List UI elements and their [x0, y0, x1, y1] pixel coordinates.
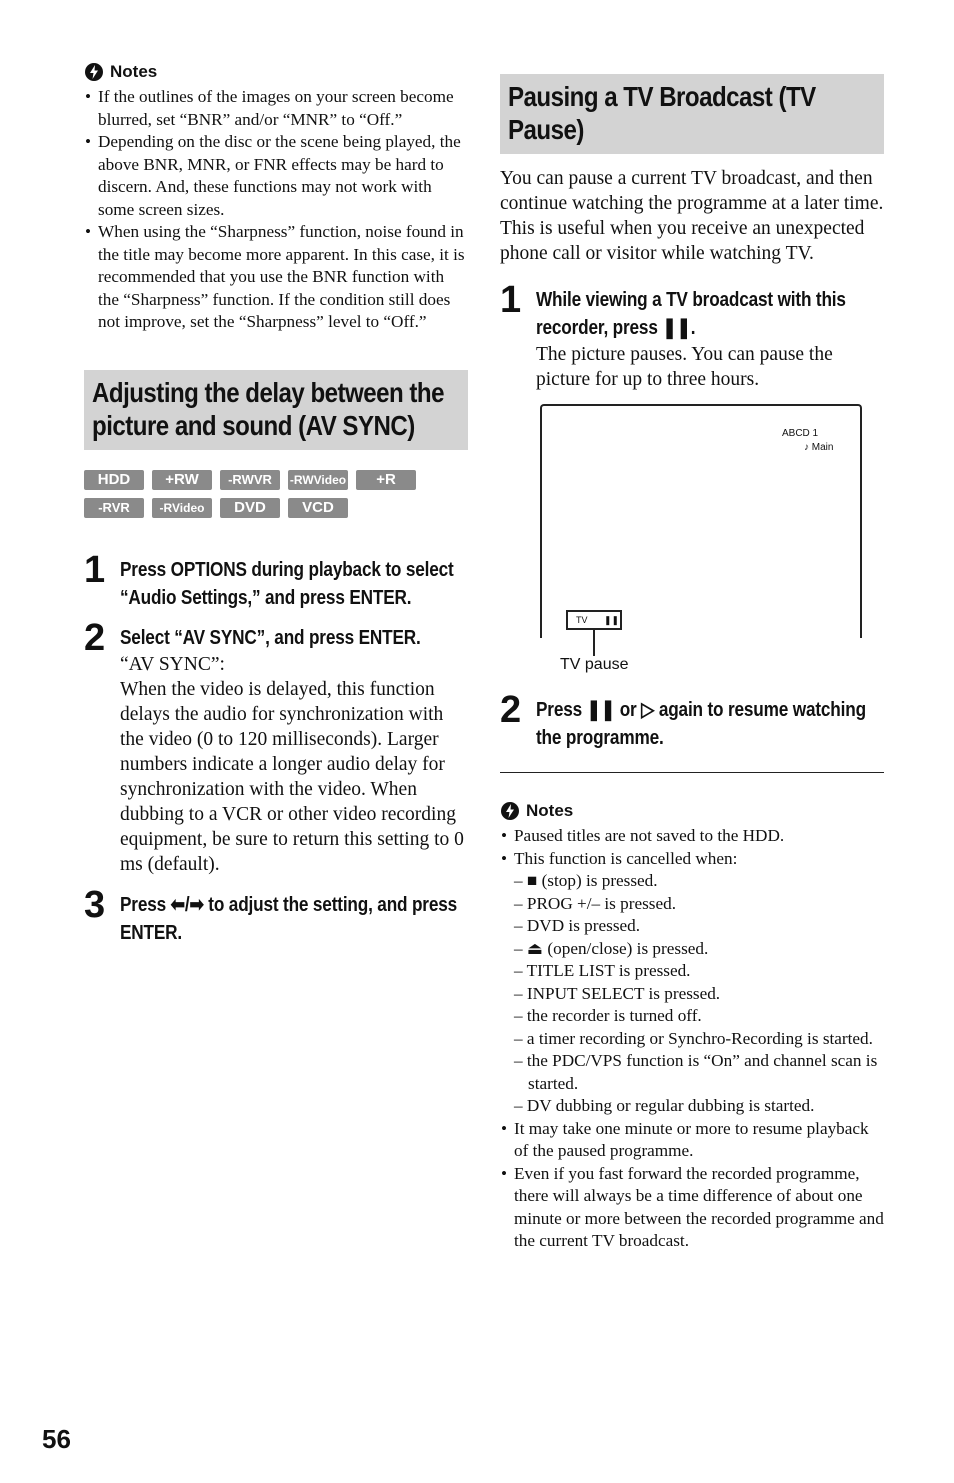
notes-block-right [500, 801, 884, 1253]
pause-icon: ❚❚ [604, 615, 620, 625]
note-item: • It may take one minute or more to resume playback of the paused programme. [500, 1118, 884, 1163]
note-item: • Even if you fast forward the recorded programme, there will always be a time difference of about one minute or more between the recorded programme and the current TV broadcast. [500, 1163, 884, 1253]
note-subitem-text: – the PDC/VPS function is “On” and channel scan is started. [514, 1051, 878, 1093]
section-title: Adjusting the delay between the picture and sound (AV SYNC) [92, 376, 444, 441]
step-title: Select “AV SYNC”, and press ENTER. [120, 626, 421, 649]
badge-rw-vr: -RWVR [220, 470, 280, 490]
note-item: • Paused titles are not saved to the HDD. [500, 825, 884, 848]
notes-list [84, 86, 468, 334]
badge-dvd: DVD [220, 498, 280, 518]
step-number: 1 [84, 548, 106, 591]
notes-heading [500, 801, 884, 821]
note-subitem-text: – the recorder is turned off. [514, 1006, 702, 1025]
note-item: • This function is cancelled when: [500, 848, 884, 871]
step-number: 2 [84, 616, 106, 659]
notes-heading-text: Notes [110, 62, 158, 81]
badge-hdd: HDD [84, 470, 144, 490]
tv-pause-indicator [566, 610, 622, 630]
badge-vcd: VCD [288, 498, 348, 518]
divider [500, 772, 884, 773]
step-number: 1 [500, 279, 522, 321]
note-subitem-text: – ■ (stop) is pressed. [514, 871, 658, 890]
step-number: 2 [500, 689, 522, 731]
note-subitem [500, 870, 884, 893]
osd-channel: ABCD 1 [782, 428, 819, 439]
notes-heading [84, 62, 468, 82]
right-column [500, 74, 884, 1253]
notes-heading-text: Notes [526, 801, 574, 820]
intro-text: You can pause a current TV broadcast, and then continue watching the programme at a later time. This is useful when you receive an unexpected phone call or visitor while watching TV. [500, 168, 884, 264]
callout-line [593, 630, 595, 656]
step-body: When the video is delayed, this function delays the audio for synchronization with the video (0 to 120 milliseconds). Larger numbers indicate a longer audio delay for synchronization with the video. When dubbing to a VCR or other video recording equipment, be sure to return this setting to 0 ms (default). [120, 678, 464, 875]
step-body: The picture pauses. You can pause the picture for up to three hours. [536, 344, 833, 390]
step-1-left [84, 548, 468, 612]
note-item: • Depending on the disc or the scene being played, the above BNR, MNR, or FNR effects may be hard to discern. And, these functions may not work with some screen sizes. [84, 131, 468, 221]
note-subitem [500, 1028, 884, 1051]
section-heading-av-sync [84, 370, 468, 450]
step-title: Press ❚❚ or ▷ again to resume watching the programme. [536, 699, 866, 749]
note-subitem [500, 1050, 884, 1095]
note-subitem-text: – PROG +/– is pressed. [514, 893, 676, 913]
step-2-right [500, 689, 884, 752]
note-subitem [500, 938, 884, 961]
note-subitem-text: – DVD is pressed. [514, 916, 641, 935]
step-1-right [500, 279, 884, 392]
badge-r-vr: -RVR [84, 498, 144, 518]
note-subitem [500, 915, 884, 938]
tv-pause-illustration [536, 404, 876, 684]
notes-icon [84, 62, 104, 82]
tv-box-label: TV [576, 615, 588, 625]
note-subitem-text: – DV dubbing or regular dubbing is started. [514, 1096, 815, 1115]
note-subitem-text: – ⏏ (open/close) is pressed. [514, 938, 709, 958]
step-title: While viewing a TV broadcast with this recorder, press ❚❚. [536, 289, 846, 339]
step-2-left [84, 616, 468, 877]
step-body-label: “AV SYNC”: [120, 653, 225, 675]
badge-plus-rw: +RW [152, 470, 212, 490]
notes-block-left [84, 62, 468, 334]
note-subitem [500, 1005, 884, 1028]
note-item: • If the outlines of the images on your screen become blurred, set “BNR” and/or “MNR” to “Off.” [84, 86, 468, 131]
step-number: 3 [84, 883, 106, 926]
media-badges [84, 470, 444, 518]
notes-icon [500, 801, 520, 821]
note-subitem [500, 983, 884, 1006]
badge-r-video: -RVideo [152, 498, 212, 518]
note-subitem-text: – TITLE LIST is pressed. [514, 961, 691, 980]
notes-list [500, 825, 884, 1253]
step-3-left [84, 883, 468, 947]
badge-rw-video: -RWVideo [288, 470, 348, 490]
badge-plus-r: +R [356, 470, 416, 490]
note-subitem-text: – a timer recording or Synchro-Recording is started. [514, 1028, 873, 1048]
note-item: • When using the “Sharpness” function, noise found in the title may become more apparent. In this case, it is recommended that you use the BNR function with the “Sharpness” function. If the condition still does not improve, set the “Sharpness” level to “Off.” [84, 221, 468, 334]
osd-audio: ♪ Main [804, 442, 834, 453]
tv-screen [540, 404, 862, 638]
left-column [84, 62, 468, 947]
tv-pause-caption: TV pause [560, 656, 629, 673]
page-number: 56 [42, 1424, 71, 1454]
note-subitem [500, 960, 884, 983]
note-subitem [500, 1095, 884, 1118]
step-title: Press ⬅/➡ to adjust the setting, and press ENTER. [120, 893, 458, 944]
step-title: Press OPTIONS during playback to select “Audio Settings,” and press ENTER. [120, 558, 454, 609]
note-subitem-text: – INPUT SELECT is pressed. [514, 983, 721, 1003]
note-subitem [500, 893, 884, 916]
section-heading-tv-pause [500, 74, 884, 154]
section-title: Pausing a TV Broadcast (TV Pause) [508, 81, 816, 145]
